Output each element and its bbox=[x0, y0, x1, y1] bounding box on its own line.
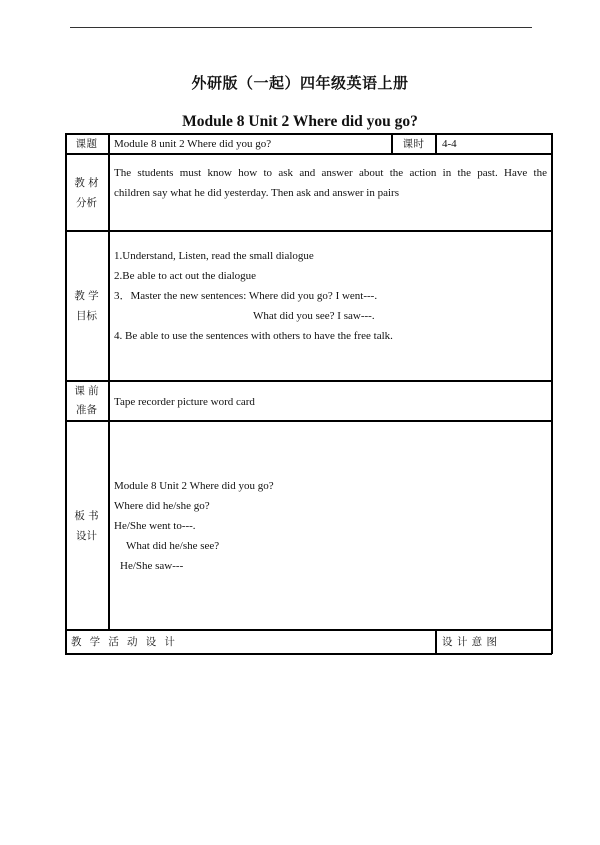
objectives-label-line2: 目标 bbox=[76, 310, 97, 322]
lesson-plan-table bbox=[65, 133, 552, 654]
analysis-label-line1: 教 材 bbox=[74, 177, 99, 189]
board-line: He/She saw--- bbox=[120, 560, 184, 572]
lesson-title: Module 8 Unit 2 Where did you go? bbox=[182, 113, 418, 130]
prep-label-line1: 课 前 bbox=[74, 385, 99, 397]
objective-item: 4. Be able to use the sentences with others to have the free talk. bbox=[114, 330, 393, 342]
page-title: 外研版（一起）四年级英语上册 bbox=[191, 74, 409, 92]
table-col-divider bbox=[435, 133, 437, 154]
table-row-divider bbox=[65, 629, 552, 631]
objective-item: What did you see? I saw---. bbox=[253, 310, 375, 322]
table-border-right bbox=[551, 133, 553, 654]
period-value: 4-4 bbox=[442, 138, 457, 150]
period-label: 课时 bbox=[402, 138, 425, 150]
table-row-divider bbox=[65, 420, 552, 422]
analysis-text-line1: The students must know how to ask and answer about the action in the past. Have the bbox=[114, 167, 547, 179]
activity-design-label: 教 学 活 动 设 计 bbox=[71, 636, 176, 648]
table-row-divider bbox=[65, 230, 552, 232]
board-label-line1: 板 书 bbox=[74, 510, 99, 522]
topic-value: Module 8 unit 2 Where did you go? bbox=[114, 138, 272, 150]
objective-item: 2.Be able to act out the dialogue bbox=[114, 270, 257, 282]
analysis-text-line2: children say what he did yesterday. Then ask and answer in pairs bbox=[114, 187, 399, 199]
board-line: Where did he/she go? bbox=[114, 500, 210, 512]
board-line: Module 8 Unit 2 Where did you go? bbox=[114, 480, 274, 492]
analysis-label-line2: 分析 bbox=[76, 197, 97, 209]
table-label-divider bbox=[108, 133, 110, 630]
board-label-line2: 设计 bbox=[76, 530, 97, 542]
objectives-label-line1: 教 学 bbox=[74, 290, 99, 302]
objective-item: 3．Master the new sentences: Where did you go? I went---. bbox=[114, 290, 378, 302]
header-rule bbox=[70, 27, 532, 28]
board-line: He/She went to---. bbox=[114, 520, 196, 532]
topic-label: 课题 bbox=[75, 138, 98, 150]
table-border-bottom bbox=[65, 653, 552, 655]
prep-label-line2: 准备 bbox=[76, 404, 97, 416]
table-row-divider bbox=[65, 380, 552, 382]
design-intent-label: 设 计 意 图 bbox=[442, 636, 498, 648]
prep-value: Tape recorder picture word card bbox=[114, 396, 255, 408]
objective-item: 1.Understand, Listen, read the small dialogue bbox=[114, 250, 314, 262]
table-col-divider bbox=[435, 629, 437, 654]
board-line: What did he/she see? bbox=[126, 540, 220, 552]
